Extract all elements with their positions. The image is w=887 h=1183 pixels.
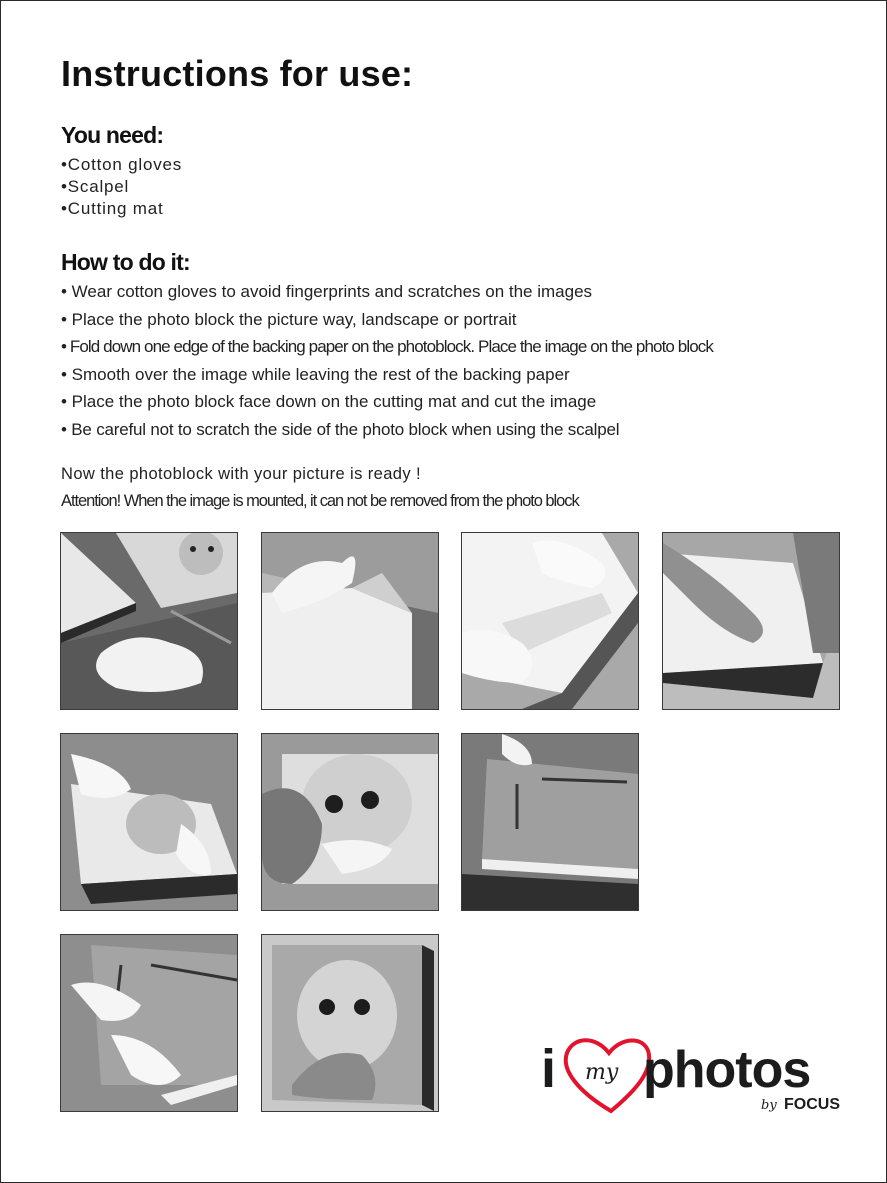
- step-5-place-image-illustration: [61, 734, 237, 910]
- you-need-item: •Scalpel: [61, 177, 130, 196]
- ready-text: Now the photoblock with your picture is ready !: [61, 465, 421, 483]
- step-item: • Place the photo block the picture way, landscape or portrait: [61, 309, 517, 329]
- step-4-smooth-image-illustration: [663, 533, 839, 709]
- step-3-fold-backing-photo: [461, 532, 639, 710]
- logo-by: by: [761, 1098, 777, 1113]
- how-to-heading: How to do it:: [61, 249, 190, 275]
- logo-graphic: [539, 1029, 844, 1117]
- logo-my: my: [585, 1060, 619, 1085]
- step-item: • Place the photo block face down on the cutting mat and cut the image: [61, 392, 597, 411]
- step-9-finished-block-photo: [261, 934, 439, 1112]
- step-2-peel-backing-photo: [261, 532, 439, 710]
- you-need-heading: You need:: [61, 122, 164, 148]
- step-3-fold-backing-illustration: [462, 533, 638, 709]
- step-1-materials-illustration: [61, 533, 237, 709]
- step-item: • Smooth over the image while leaving the rest of the backing paper: [61, 364, 570, 384]
- logo-focus: FOCUS: [784, 1096, 840, 1113]
- page-title: Instructions for use:: [61, 53, 414, 94]
- step-4-smooth-image-photo: [662, 532, 840, 710]
- step-6-press-image-illustration: [262, 734, 438, 910]
- step-item: • Fold down one edge of the backing paper on the photoblock. Place the image on the photo block: [61, 337, 713, 356]
- step-7-face-down-photo: [461, 733, 639, 911]
- step-8-cut-image-illustration: [61, 935, 237, 1111]
- step-6-press-image-photo: [261, 733, 439, 911]
- how-to-steps-list: [61, 281, 713, 446]
- logo-i: i: [541, 1039, 557, 1099]
- step-1-materials-photo: [60, 532, 238, 710]
- you-need-item: •Cotton gloves: [61, 155, 183, 174]
- you-need-list: [61, 154, 182, 220]
- step-item: • Be careful not to scratch the side of the photo block when using the scalpel: [61, 419, 620, 439]
- you-need-item: •Cutting mat: [61, 199, 164, 218]
- step-9-finished-block-illustration: [262, 935, 438, 1111]
- attention-text: Attention! When the image is mounted, it can not be removed from the photo block: [61, 492, 579, 510]
- step-item: • Wear cotton gloves to avoid fingerprints and scratches on the images: [61, 282, 593, 301]
- step-7-face-down-illustration: [462, 734, 638, 910]
- step-5-place-image-photo: [60, 733, 238, 911]
- logo-photos: photos: [643, 1041, 811, 1099]
- step-2-peel-backing-illustration: [262, 533, 438, 709]
- step-8-cut-image-photo: [60, 934, 238, 1112]
- i-love-my-photos-logo: [539, 1029, 844, 1117]
